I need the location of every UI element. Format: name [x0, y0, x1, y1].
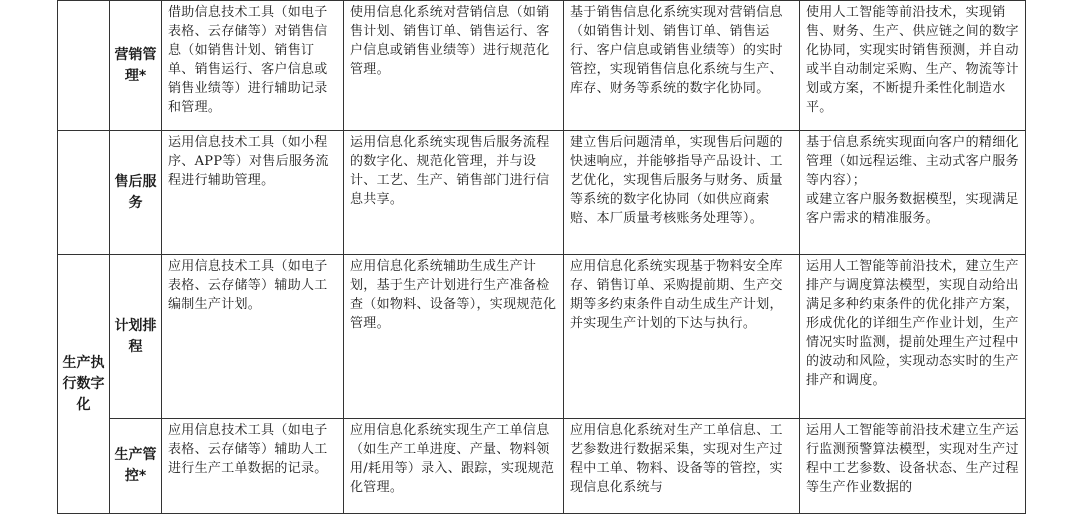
table-row	[58, 131, 1026, 255]
level-1-cell: 运用信息技术工具（如小程序、APP等）对售后服务流程进行辅助管理。	[162, 131, 344, 255]
table-row	[58, 419, 1026, 514]
level-3-cell: 应用信息化系统对生产工单信息、工艺参数进行数据采集，实现对生产过程中工单、物料、设备等的管控，实现信息化系统与	[564, 419, 800, 514]
level-4-cell: 运用人工智能等前沿技术，建立生产排产与调度算法模型，实现自动给出满足多种约束条件的优化排产方案，形成优化的详细生产作业计划，生产情况实时监测，提前处理生产过程中的波动和风险，实现动态实时的生产排产和调度。	[800, 255, 1026, 419]
level-4-cell: 基于信息系统实现面向客户的精细化管理（如远程运维、主动式客户服务等内容）； 或建立客户服务数据模型，实现满足客户需求的精准服务。	[800, 131, 1026, 255]
category-cell	[58, 1, 110, 131]
table-row	[58, 255, 1026, 419]
level-2-cell: 使用信息化系统对营销信息（如销售计划、销售订单、销售运行、客户信息或销售业绩等）进行规范化管理。	[344, 1, 564, 131]
category-cell	[58, 131, 110, 255]
level-1-cell: 应用信息技术工具（如电子表格、云存储等）辅助人工进行生产工单数据的记录。	[162, 419, 344, 514]
subcategory-cell: 生产管控*	[110, 419, 162, 514]
subcategory-cell: 营销管理*	[110, 1, 162, 131]
table-row	[58, 1, 1026, 131]
level-3-cell: 建立售后问题清单，实现售后问题的快速响应，并能够指导产品设计、工艺优化，实现售后服务与财务、质量等系统的数字化协同（如供应商索赔、本厂质量考核账务处理等）。	[564, 131, 800, 255]
level-1-cell: 应用信息技术工具（如电子表格、云存储等）辅助人工编制生产计划。	[162, 255, 344, 419]
level-3-cell: 应用信息化系统实现基于物料安全库存、销售订单、采购提前期、生产交期等多约束条件自动生成生产计划，并实现生产计划的下达与执行。	[564, 255, 800, 419]
level-1-cell: 借助信息技术工具（如电子表格、云存储等）对销售信息（如销售计划、销售订单、销售运行、客户信息或销售业绩等）进行辅助记录和管理。	[162, 1, 344, 131]
level-4-cell: 运用人工智能等前沿技术建立生产运行监测预警算法模型，实现对生产过程中工艺参数、设备状态、生产过程等生产作业数据的	[800, 419, 1026, 514]
subcategory-cell: 售后服务	[110, 131, 162, 255]
level-2-cell: 应用信息化系统辅助生成生产计划，基于生产计划进行生产准备检查（如物料、设备等），实现规范化管理。	[344, 255, 564, 419]
category-cell: 生产执行数字化	[58, 255, 110, 514]
maturity-table	[57, 0, 1026, 514]
subcategory-cell: 计划排程	[110, 255, 162, 419]
level-2-cell: 应用信息化系统实现生产工单信息（如生产工单进度、产量、物料领用/耗用等）录入、跟踪，实现规范化管理。	[344, 419, 564, 514]
level-2-cell: 运用信息化系统实现售后服务流程的数字化、规范化管理，并与设计、工艺、生产、销售部门进行信息共享。	[344, 131, 564, 255]
level-3-cell: 基于销售信息化系统实现对营销信息（如销售计划、销售订单、销售运行、客户信息或销售业绩等）的实时管控，实现销售信息化系统与生产、库存、财务等系统的数字化协同。	[564, 1, 800, 131]
level-4-cell: 使用人工智能等前沿技术，实现销售、财务、生产、供应链之间的数字化协同，实现实时销售预测，并自动或半自动制定采购、生产、物流等计划或方案，不断提升柔性化制造水平。	[800, 1, 1026, 131]
